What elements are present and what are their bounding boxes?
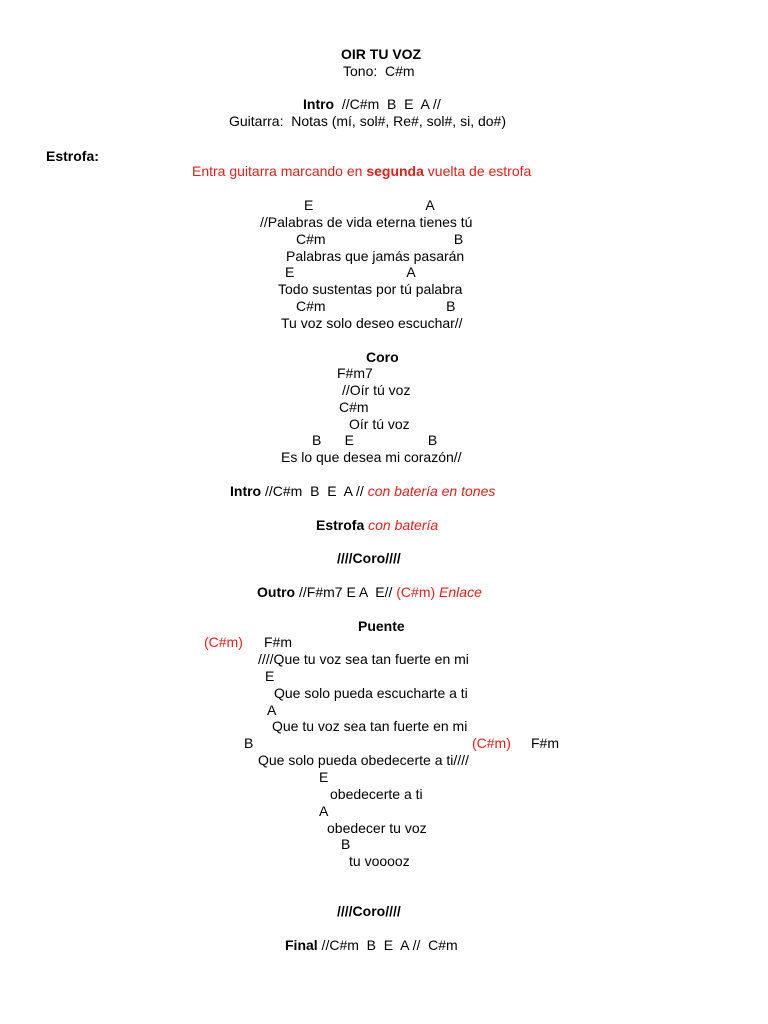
estrofa-label: Estrofa: — [46, 148, 99, 164]
song-title: OIR TU VOZ — [341, 46, 422, 62]
chord-line: F#m — [531, 735, 559, 751]
lyric-line: obedecerte a ti — [330, 786, 423, 802]
lyric-line: Todo sustentas por tú palabra — [278, 281, 463, 297]
intro2-line — [230, 483, 495, 500]
final-chords: //C#m B E A // C#m — [317, 937, 458, 953]
lyric-line: Tu voz solo deseo escuchar// — [281, 315, 463, 331]
guitar-notes: Guitarra: Notas (mí, sol#, Re#, sol#, si, do#) — [229, 113, 506, 129]
estrofa-guitar-note — [192, 163, 531, 180]
outro-cm: (C#m) — [396, 584, 440, 600]
puente-label: Puente — [358, 618, 405, 634]
chord-line: B — [244, 735, 254, 751]
chord-line: A — [319, 803, 329, 819]
outro-chords: //F#m7 E A E// — [295, 584, 397, 600]
chord-line: A — [267, 702, 277, 718]
chord-line: F#m — [264, 634, 292, 650]
lyric-line: Que solo pueda obedecerte a ti//// — [258, 752, 469, 768]
note-bold: segunda — [366, 163, 424, 179]
intro2-note: con batería en tones — [367, 483, 496, 499]
final-line — [285, 937, 458, 954]
lyric-line: //Palabras de vida eterna tienes tú — [260, 214, 473, 230]
intro-label: Intro — [303, 96, 335, 112]
lyric-line: Que tu voz sea tan fuerte en mi — [272, 718, 468, 734]
note-text: Entra guitarra marcando en — [192, 163, 367, 179]
lyric-line: Es lo que desea mi corazón// — [281, 449, 462, 465]
intro-line — [303, 96, 441, 113]
lyric-line: ////Que tu voz sea tan fuerte en mi — [258, 651, 469, 667]
chord-line: C#m — [339, 399, 369, 415]
chord-cm: (C#m) — [472, 735, 511, 751]
chord-line: E A — [304, 197, 435, 213]
estrofa2-label: Estrofa — [316, 517, 365, 533]
lyric-line: //Oír tú voz — [342, 382, 411, 398]
estrofa2-note: con batería — [364, 517, 439, 533]
lyric-line: obedecer tu voz — [327, 820, 427, 836]
intro-chords: //C#m B E A // — [334, 96, 441, 112]
song-key: Tono: C#m — [343, 63, 415, 79]
chord-line: B E B — [312, 432, 438, 448]
coro-label: Coro — [366, 349, 399, 365]
chord-line: E — [319, 769, 329, 785]
outro-label: Outro — [257, 584, 296, 600]
chord-line: B — [341, 836, 351, 852]
chord-line: E A — [285, 264, 416, 280]
lyric-line: Que solo pueda escucharte a ti — [274, 685, 468, 701]
coro-repeat: ////Coro//// — [337, 903, 401, 919]
intro2-chords: //C#m B E A // — [261, 483, 368, 499]
chord-line: E — [265, 668, 275, 684]
lyric-line: tu vooooz — [349, 853, 410, 869]
outro-enlace: Enlace — [439, 584, 482, 600]
chord-line: C#m B — [296, 298, 456, 314]
chord-line: F#m7 — [337, 365, 373, 381]
intro2-label: Intro — [230, 483, 262, 499]
final-label: Final — [285, 937, 318, 953]
note-text: vuelta de estrofa — [423, 163, 532, 179]
lyric-line: Palabras que jamás pasarán — [286, 248, 465, 264]
coro-repeat: ////Coro//// — [337, 550, 401, 566]
lyric-line: Oír tú voz — [349, 416, 410, 432]
chord-line: C#m B — [296, 231, 464, 247]
outro-line — [257, 584, 482, 601]
chord-cm: (C#m) — [204, 634, 243, 650]
estrofa2-line — [316, 517, 438, 534]
